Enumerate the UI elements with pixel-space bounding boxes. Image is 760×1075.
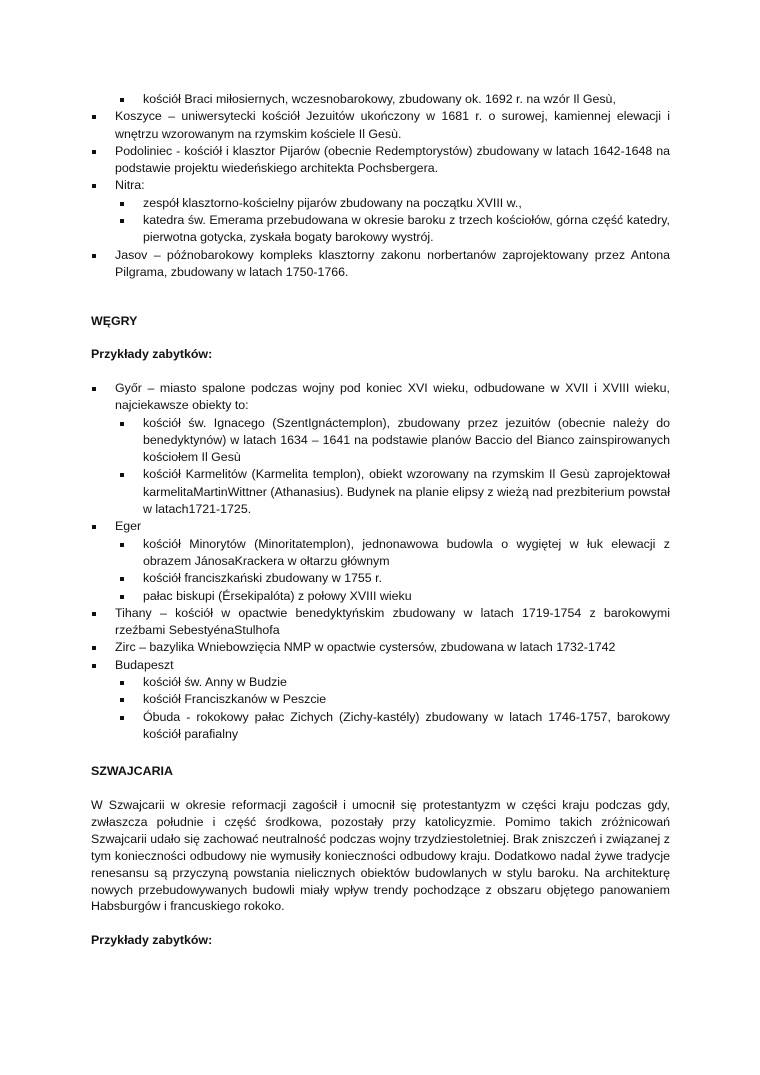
list-item: Koszyce – uniwersytecki kościół Jezuitów ukończony w 1681 r. o surowej, kamiennej elewacji i wnętrzu wzorowanym na rzymskim kościele Il Gesù. xyxy=(91,108,670,143)
section-heading-switzerland: SZWAJCARIA xyxy=(91,764,173,778)
list-item: Budapeszt xyxy=(91,657,670,674)
hungary-list-block xyxy=(91,380,670,743)
sub-list-item: pałac biskupi (Érsekipalóta) z połowy XVIII wieku xyxy=(91,588,670,605)
list-item: Nitra: xyxy=(91,177,670,194)
list-item: Zirc – bazylika Wniebowzięcia NMP w opactwie cystersów, zbudowana w latach 1732-1742 xyxy=(91,639,670,656)
list-item: Győr – miasto spalone podczas wojny pod koniec XVI wieku, odbudowane w XVII i XVIII wieku, najciekawsze obiekty to: xyxy=(91,380,670,415)
hungary-monuments-list xyxy=(91,380,670,743)
sub-list-item: kościół Minorytów (Minoritatemplon), jednonawowa budowla o wygiętej w łuk elewacji z obrazem JánosaKrackera w ołtarzu głównym xyxy=(91,536,670,571)
slovakia-list-block xyxy=(91,91,670,281)
switzerland-subheading: Przykłady zabytków: xyxy=(91,933,213,947)
list-item: Jasov – późnobarokowy kompleks klasztorny zakonu norbertanów zaprojektowany przez Antona Pilgrama, zbudowany w latach 1750-1766. xyxy=(91,247,670,282)
hungary-subheading: Przykłady zabytków: xyxy=(91,347,213,361)
sub-list-item: kościół św. Anny w Budzie xyxy=(91,674,670,691)
sub-list-item: kościół Franciszkanów w Peszcie xyxy=(91,691,670,708)
switzerland-paragraph: W Szwajcarii w okresie reformacji zagościł i umocnił się protestantyzm w części kraju podczas gdy, zwłaszcza południe i część środkowa, pozostały przy katolicyzmie. Pomimo takich zróżnicowań Szwajcarii udało się zachować neutralność podczas wojny trzydziestoletniej. Brak zniszczeń i związanej z tym konieczności odbudowy nie wymusiły konieczności odbudowy kraju. Dodatkowo nadal żywe tradycje renesansu są przyczyną powstania nielicznych obiektów budowlanych w stylu baroku. Na architekturę nowych przebudowywanych budowli miały wpływ trendy pochodzące z obszaru objętego panowaniem Habsburgów i francuskiego rokoko. xyxy=(91,798,670,914)
slovakia-monuments-list xyxy=(91,91,670,281)
section-heading-hungary: WĘGRY xyxy=(91,314,138,328)
sub-list-item: Óbuda - rokokowy pałac Zichych (Zichy-kastély) zbudowany w latach 1746-1757, barokowy kościół parafialny xyxy=(91,709,670,744)
sub-list-item: kościół Braci miłosiernych, wczesnobarokowy, zbudowany ok. 1692 r. na wzór Il Gesù, xyxy=(91,91,670,108)
list-item: Podoliniec - kościół i klasztor Pijarów (obecnie Redemptorystów) zbudowany w latach 1642-1648 na podstawie projektu wiedeńskiego architekta Pochsbergera. xyxy=(91,143,670,178)
sub-list-item: kościół franciszkański zbudowany w 1755 r. xyxy=(91,570,670,587)
sub-list-item: katedra św. Emerama przebudowana w okresie baroku z trzech kościołów, górna część katedry, pierwotna gotycka, zyskała bogaty barokowy wystrój. xyxy=(91,212,670,247)
sub-list-item: kościół św. Ignacego (SzentIgnáctemplon), zbudowany przez jezuitów (obecnie należy do benedyktynów) w latach 1634 – 1641 na podstawie planów Baccio del Bianco zainspirowanych kościołem Il Gesù xyxy=(91,415,670,467)
list-item: Eger xyxy=(91,518,670,535)
list-item: Tihany – kościół w opactwie benedyktyńskim zbudowany w latach 1719-1754 z barokowymi rzeźbami SebestyénaStulhofa xyxy=(91,605,670,640)
sub-list-item: zespół klasztorno-kościelny pijarów zbudowany na początku XVIII w., xyxy=(91,195,670,212)
switzerland-paragraph-block xyxy=(91,797,670,915)
sub-list-item: kościół Karmelitów (Karmelita templon), obiekt wzorowany na rzymskim Il Gesù zaprojektował karmelitaMartinWittner (Athanasius). Budynek na planie elipsy z wieżą nad prezbiterium powstał w latach1721-1725. xyxy=(91,466,670,518)
